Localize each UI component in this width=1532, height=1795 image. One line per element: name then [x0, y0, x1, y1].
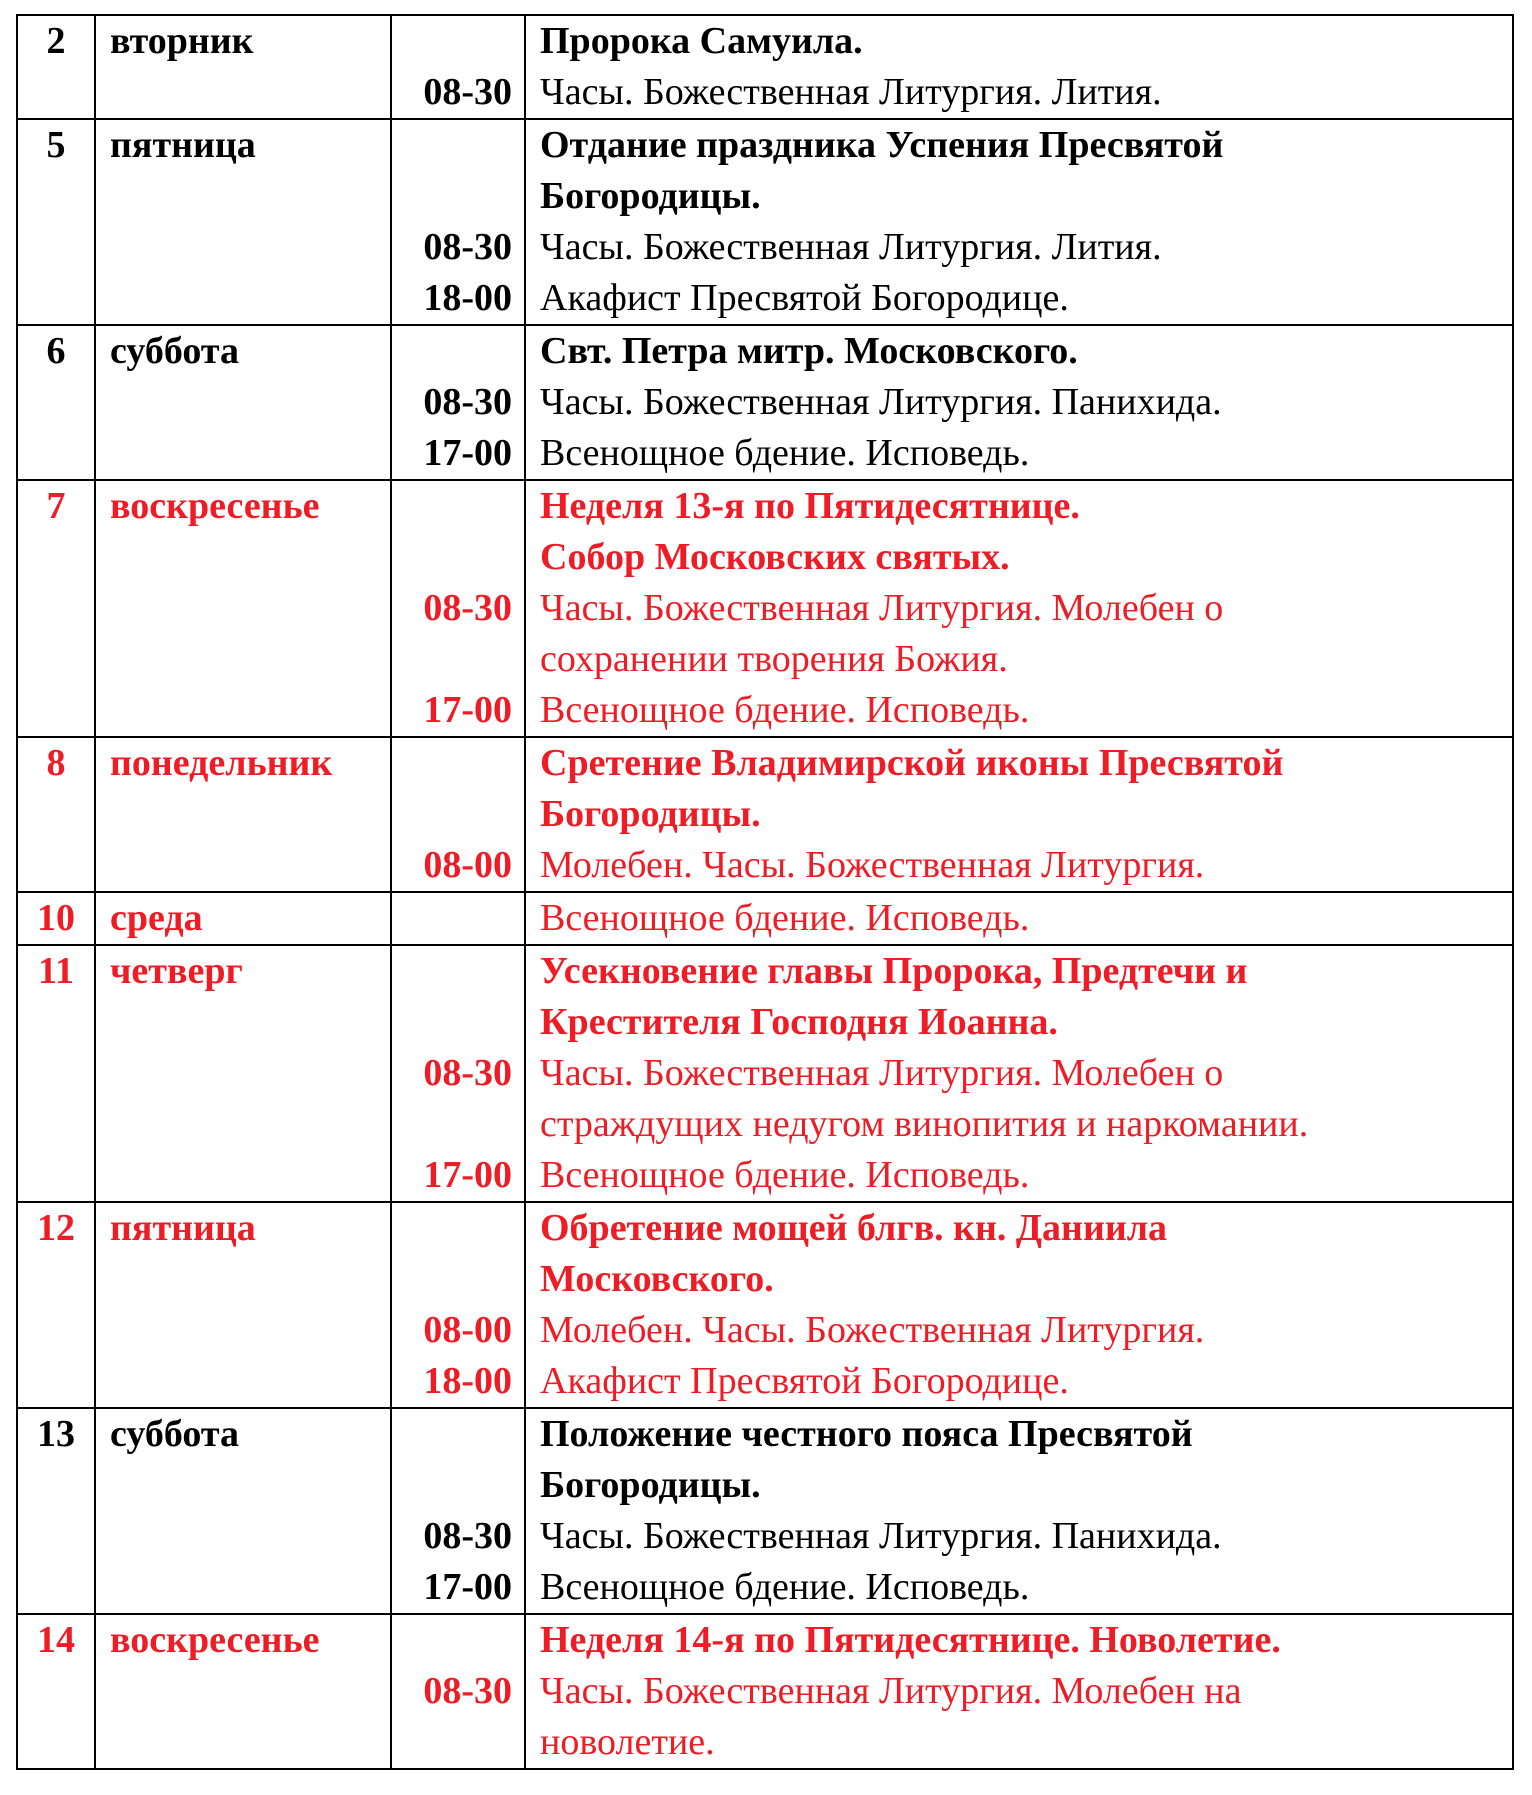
service-times: [391, 15, 525, 119]
feast-title: Свт. Петра митр. Московского.: [540, 330, 1078, 372]
feast-title: Богородицы.: [540, 1464, 761, 1506]
service-time: 17-00: [423, 689, 512, 731]
day-number: 14: [17, 1614, 95, 1769]
service-description: Часы. Божественная Литургия. Панихида.: [540, 1515, 1222, 1557]
service-description: Часы. Божественная Литургия. Молебен о: [540, 1052, 1224, 1094]
day-description: [525, 1408, 1513, 1614]
service-time: [392, 481, 512, 532]
feast-title: Собор Московских святых.: [540, 536, 1010, 578]
schedule-row: [17, 119, 1513, 325]
schedule-row: [17, 892, 1513, 945]
feast-title: Неделя 13-я по Пятидесятнице.: [540, 485, 1080, 527]
service-time: [392, 946, 512, 997]
schedule-row: [17, 15, 1513, 119]
service-description: Молебен. Часы. Божественная Литургия.: [540, 1309, 1205, 1351]
service-time: 08-30: [423, 1670, 512, 1712]
service-time: 18-00: [423, 277, 512, 319]
service-time: [392, 634, 512, 685]
service-description: Акафист Пресвятой Богородице.: [540, 1360, 1069, 1402]
day-description: [525, 119, 1513, 325]
feast-title: Крестителя Господня Иоанна.: [540, 1001, 1058, 1043]
service-time: 08-30: [423, 71, 512, 113]
service-description: Часы. Божественная Литургия. Молебен о: [540, 587, 1224, 629]
service-description: Часы. Божественная Литургия. Лития.: [540, 71, 1162, 113]
day-description: [525, 945, 1513, 1202]
weekday: четверг: [95, 945, 391, 1202]
schedule-row: [17, 1202, 1513, 1408]
schedule-row: [17, 945, 1513, 1202]
day-description: [525, 737, 1513, 892]
service-description: Молебен. Часы. Божественная Литургия.: [540, 844, 1205, 886]
feast-title: Положение честного пояса Пресвятой: [540, 1413, 1193, 1455]
service-time: 17-00: [423, 1154, 512, 1196]
service-description: Всенощное бдение. Исповедь.: [540, 1566, 1030, 1608]
service-times: [391, 1614, 525, 1769]
schedule-row: [17, 737, 1513, 892]
service-time: 08-30: [423, 1052, 512, 1094]
service-description: Часы. Божественная Литургия. Молебен на: [540, 1670, 1242, 1712]
service-time: [392, 1099, 512, 1150]
service-time: [392, 789, 512, 840]
service-time: 08-30: [423, 587, 512, 629]
service-description: страждущих недугом винопития и наркомании.: [540, 1103, 1309, 1145]
service-time: [392, 893, 512, 944]
service-description: Всенощное бдение. Исповедь.: [540, 689, 1030, 731]
day-number: 11: [17, 945, 95, 1202]
feast-title: Богородицы.: [540, 175, 761, 217]
service-description: Всенощное бдение. Исповедь.: [540, 432, 1030, 474]
service-time: 08-00: [423, 1309, 512, 1351]
feast-title: Обретение мощей блгв. кн. Даниила: [540, 1207, 1168, 1249]
day-number: 6: [17, 325, 95, 480]
service-time: [392, 16, 512, 67]
service-time: 08-30: [423, 1515, 512, 1557]
day-number: 12: [17, 1202, 95, 1408]
feast-title: Московского.: [540, 1258, 774, 1300]
feast-title: Усекновение главы Пророка, Предтечи и: [540, 950, 1248, 992]
day-description: [525, 15, 1513, 119]
service-time: [392, 171, 512, 222]
service-time: 08-00: [423, 844, 512, 886]
feast-title: Пророка Самуила.: [540, 20, 863, 62]
day-description: [525, 1614, 1513, 1769]
feast-title: Неделя 14-я по Пятидесятнице. Новолетие.: [540, 1619, 1281, 1661]
day-number: 8: [17, 737, 95, 892]
day-number: 10: [17, 892, 95, 945]
service-time: [392, 738, 512, 789]
service-times: [391, 892, 525, 945]
weekday: пятница: [95, 119, 391, 325]
feast-title: Сретение Владимирской иконы Пресвятой: [540, 742, 1284, 784]
service-time: [392, 1615, 512, 1666]
service-description: Всенощное бдение. Исповедь.: [540, 897, 1030, 939]
weekday: воскресенье: [95, 480, 391, 737]
weekday: воскресенье: [95, 1614, 391, 1769]
service-times: [391, 737, 525, 892]
service-time: [392, 997, 512, 1048]
feast-title: Отдание праздника Успения Пресвятой: [540, 124, 1224, 166]
service-times: [391, 1408, 525, 1614]
service-description: сохранении творения Божия.: [540, 638, 1008, 680]
service-schedule-table: [16, 14, 1514, 1770]
schedule-body: [17, 15, 1513, 1769]
schedule-row: [17, 480, 1513, 737]
service-time: 08-30: [423, 381, 512, 423]
schedule-row: [17, 1614, 1513, 1769]
service-time: 08-30: [423, 226, 512, 268]
service-time: 18-00: [423, 1360, 512, 1402]
service-time: [392, 1254, 512, 1305]
day-number: 7: [17, 480, 95, 737]
day-number: 13: [17, 1408, 95, 1614]
service-description: Акафист Пресвятой Богородице.: [540, 277, 1069, 319]
day-number: 5: [17, 119, 95, 325]
schedule-row: [17, 1408, 1513, 1614]
service-description: Часы. Божественная Литургия. Панихида.: [540, 381, 1222, 423]
service-description: Часы. Божественная Литургия. Лития.: [540, 226, 1162, 268]
weekday: вторник: [95, 15, 391, 119]
weekday: суббота: [95, 1408, 391, 1614]
service-times: [391, 480, 525, 737]
service-times: [391, 1202, 525, 1408]
service-time: 17-00: [423, 432, 512, 474]
day-number: 2: [17, 15, 95, 119]
service-description: Всенощное бдение. Исповедь.: [540, 1154, 1030, 1196]
service-time: 17-00: [423, 1566, 512, 1608]
weekday: понедельник: [95, 737, 391, 892]
service-times: [391, 945, 525, 1202]
weekday: среда: [95, 892, 391, 945]
day-description: [525, 480, 1513, 737]
day-description: [525, 325, 1513, 480]
feast-title: Богородицы.: [540, 793, 761, 835]
schedule-row: [17, 325, 1513, 480]
weekday: суббота: [95, 325, 391, 480]
service-times: [391, 119, 525, 325]
service-time: [392, 120, 512, 171]
weekday: пятница: [95, 1202, 391, 1408]
service-times: [391, 325, 525, 480]
service-description: новолетие.: [540, 1721, 715, 1763]
day-description: [525, 1202, 1513, 1408]
service-time: [392, 532, 512, 583]
service-time: [392, 326, 512, 377]
service-time: [392, 1203, 512, 1254]
service-time: [392, 1460, 512, 1511]
service-time: [392, 1409, 512, 1460]
day-description: [525, 892, 1513, 945]
